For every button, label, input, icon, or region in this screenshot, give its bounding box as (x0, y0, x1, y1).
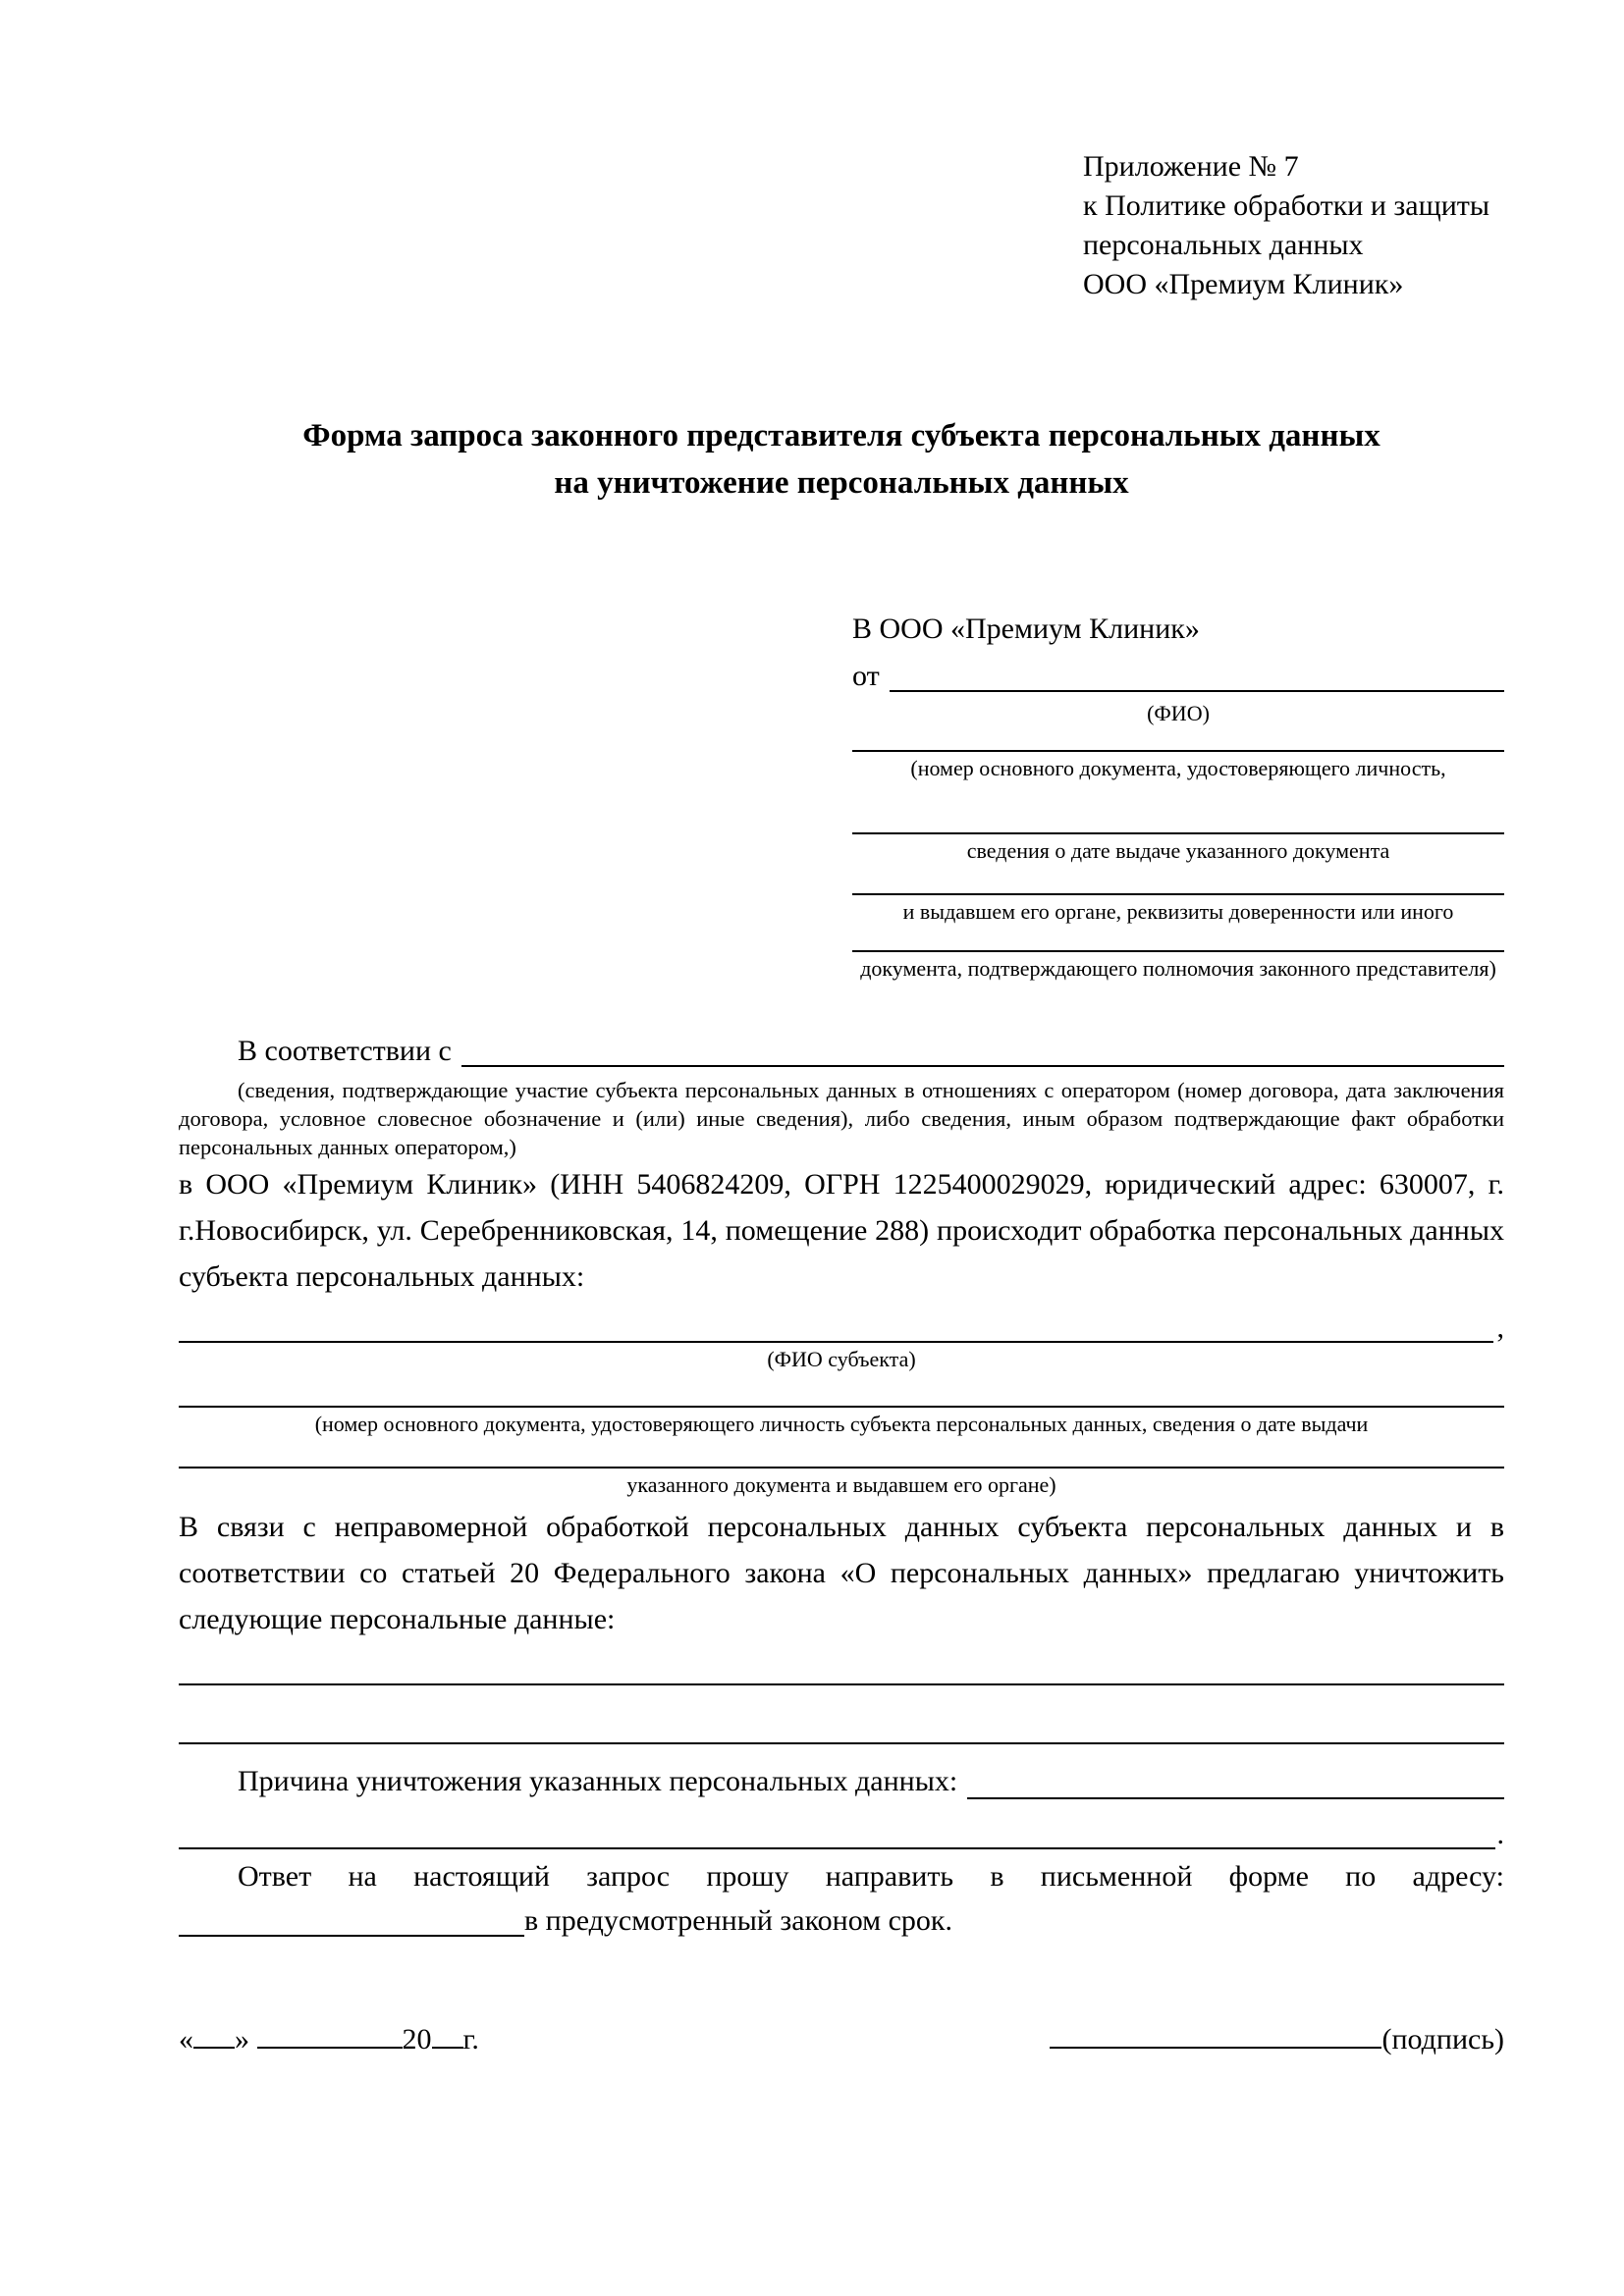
date-year-prefix: 20 (402, 2023, 432, 2056)
representative-doc-caption: документа, подтверждающего полномочия законного представителя) (860, 956, 1496, 981)
representative-doc-caption: и выдавшем его органе, реквизиты доверенности или иного (902, 899, 1454, 924)
document-content (179, 0, 1504, 2059)
fio-caption: (ФИО) (1147, 701, 1210, 725)
date-month-blank (257, 2017, 403, 2049)
subject-doc-caption-2: указанного документа и выдавшем его органе) (626, 1472, 1056, 1497)
subject-doc-blank-line (179, 1437, 1504, 1468)
addressee-block (852, 609, 1504, 982)
date-quote-open: « (179, 2023, 193, 2056)
representative-doc-blank-line (852, 726, 1504, 752)
subject-fio-blank-line (179, 1311, 1493, 1343)
form-title-line2: на уничтожение персональных данных (554, 465, 1129, 501)
reason-row (179, 1758, 1504, 1804)
from-row (852, 656, 1504, 697)
subject-fio-row (179, 1311, 1504, 1343)
representative-doc-blank-line (852, 925, 1504, 952)
subject-doc-blank-line (179, 1372, 1504, 1408)
accordance-note: (сведения, подтверждающие участие субъекта персональных данных в отношениях с оператором (номер договора, дата заключения договора, условное словесное обозначение и (или) иные сведения), либо сведения, иным образом подтверждающие факт обработки персональных данных оператором,) (179, 1078, 1504, 1159)
signature-blank-line (1050, 2017, 1381, 2049)
data-list-blank-line (179, 1683, 1504, 1685)
operator-paragraph: в ООО «Премиум Клиник» (ИНН 5406824209, ОГРН 1225400029029, юридический адрес: 630007, г. г.Новосибирск, ул. Серебренниковская, 14, помещение 288) происходит обработка персональных данных субъекта персональных данных: (179, 1168, 1504, 1293)
reason-continuation-blank-line (179, 1822, 1495, 1849)
addressee-to: В ООО «Премиум Клиник» (852, 613, 1200, 645)
date-day-blank (193, 2017, 235, 2049)
accordance-blank-line (461, 1031, 1504, 1067)
representative-doc-blank-line (852, 781, 1504, 834)
representative-doc-caption: сведения о дате выдаче указанного документа (966, 838, 1390, 863)
appendix-note-line: к Политике обработки и защиты (1083, 189, 1490, 222)
from-blank-line (890, 656, 1504, 692)
appendix-note (1083, 147, 1504, 304)
trailing-comma: , (1496, 1311, 1504, 1344)
accordance-row (179, 1031, 1504, 1072)
date-quote-close: » (235, 2023, 249, 2056)
from-label: от (852, 660, 880, 692)
signature-caption: (подпись) (1381, 2023, 1504, 2056)
date-year-suffix: г. (462, 2023, 479, 2056)
reply-tail: в предусмотренный законом срок. (524, 1904, 952, 1937)
reply-paragraph: Ответ на настоящий запрос прошу направить в письменной форме по адресу: (238, 1860, 1504, 1893)
reply-address-row (179, 1899, 1504, 1943)
representative-doc-blank-line (852, 864, 1504, 895)
appendix-note-line: Приложение № 7 (1083, 150, 1299, 183)
demand-paragraph: В связи с неправомерной обработкой персональных данных субъекта персональных данных и в соответствии со статьей 20 Федерального закона «О персональных данных» предлагаю уничтожить следующие персональные данные: (179, 1511, 1504, 1635)
reason-blank-line (967, 1758, 1504, 1799)
appendix-note-line: персональных данных (1083, 229, 1364, 261)
reason-label: Причина уничтожения указанных персональных данных: (238, 1765, 958, 1797)
footer-row (179, 2017, 1504, 2059)
representative-doc-caption: (номер основного документа, удостоверяющего личность, (910, 756, 1446, 780)
form-title-line1: Форма запроса законного представителя субъекта персональных данных (302, 418, 1380, 454)
accordance-label: В соответствии с (238, 1035, 452, 1067)
reply-address-blank-line (179, 1899, 524, 1937)
form-title (179, 412, 1504, 507)
trailing-period: . (1496, 1818, 1504, 1850)
reason-continuation-row (179, 1820, 1504, 1849)
subject-doc-caption-1: (номер основного документа, удостоверяющего личность субъекта персональных данных, сведения о дате выдачи (314, 1412, 1369, 1436)
subject-fio-caption: (ФИО субъекта) (767, 1347, 916, 1371)
signature-field (1050, 2017, 1504, 2059)
appendix-note-line: ООО «Премиум Клиник» (1083, 268, 1404, 300)
date-field (179, 2017, 479, 2059)
data-list-blank-line (179, 1742, 1504, 1744)
date-year-blank (432, 2017, 463, 2049)
